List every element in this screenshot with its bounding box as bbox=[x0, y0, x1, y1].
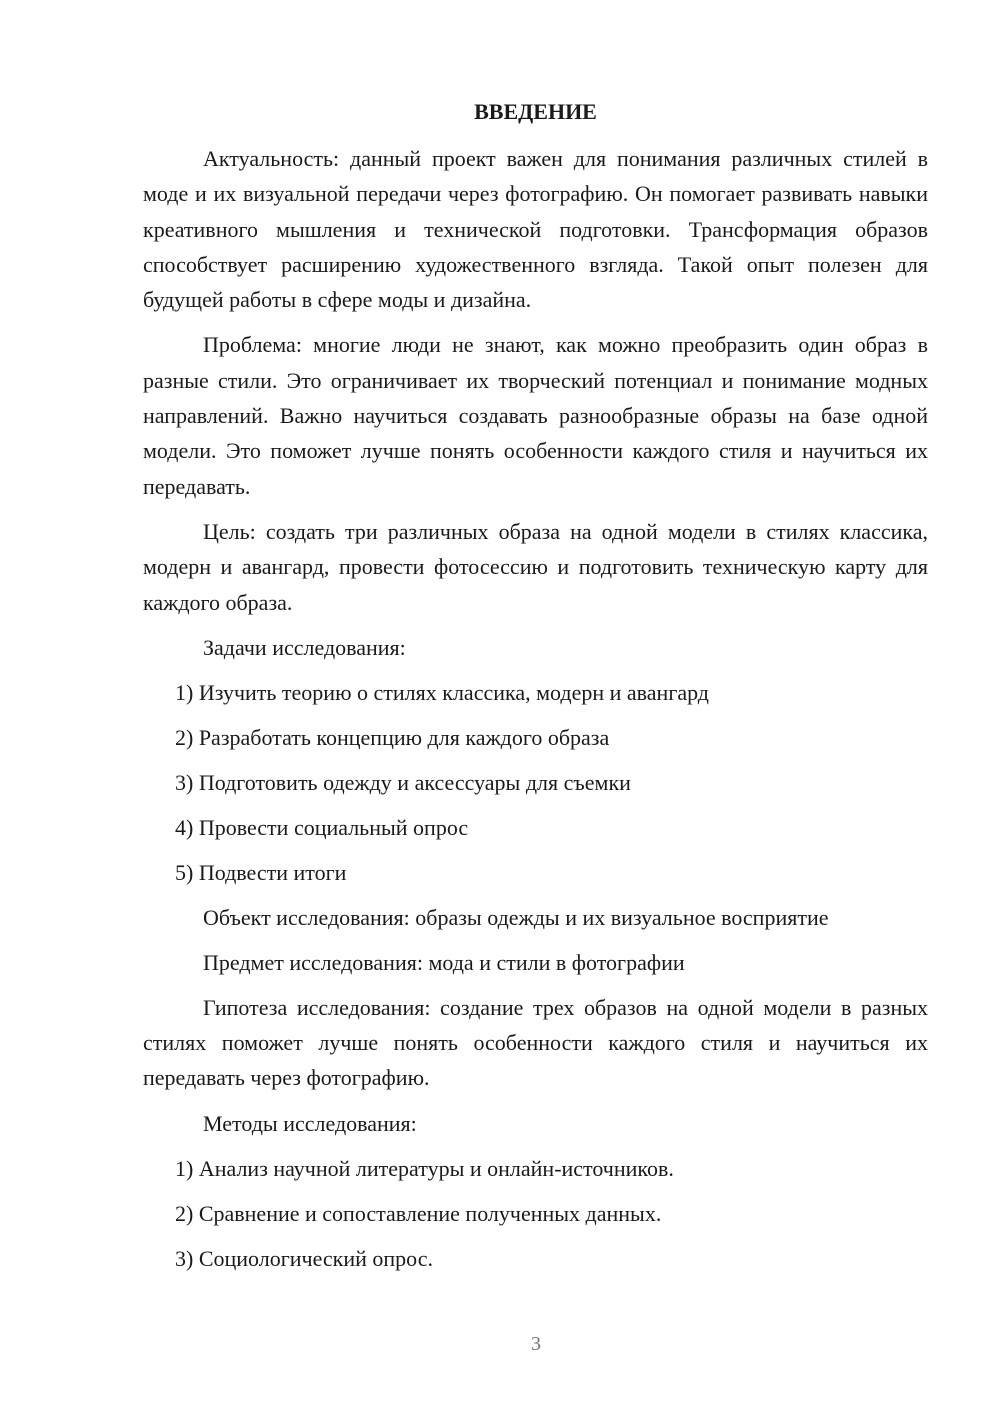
relevance-paragraph: Актуальность: данный проект важен для понимания различных стилей в моде и их визуальной передачи через фотографию. Он помогает развивать навыки креативного мышления и технической подготовки. Трансформация образов способствует расширению художественного взгляда. Такой опыт полезен для будущей работы в сфере моды и дизайна. bbox=[143, 146, 928, 313]
list-item: 2) Сравнение и сопоставление полученных данных. bbox=[175, 1200, 662, 1226]
research-subject: Предмет исследования: мода и стили в фотографии bbox=[203, 949, 685, 975]
list-item: 3) Социологический опрос. bbox=[175, 1245, 433, 1271]
list-item: 3) Подготовить одежду и аксессуары для съемки bbox=[175, 769, 631, 795]
research-object: Объект исследования: образы одежды и их визуальное восприятие bbox=[203, 904, 829, 930]
problem-paragraph: Проблема: многие люди не знают, как можно преобразить один образ в разные стили. Это ограничивает их творческий потенциал и понимание модных направлений. Важно научиться создавать разнообразные образы на базе одной модели. Это поможет лучше понять особенности каждого стиля и научиться их передавать. bbox=[143, 332, 928, 499]
list-item: 1) Изучить теорию о стилях классика, модерн и авангард bbox=[175, 679, 710, 705]
list-item: 5) Подвести итоги bbox=[175, 859, 347, 885]
tasks-heading: Задачи исследования: bbox=[203, 634, 406, 660]
methods-heading: Методы исследования: bbox=[203, 1110, 417, 1136]
methods-list bbox=[143, 1151, 928, 1276]
document-page bbox=[143, 97, 928, 1286]
hypothesis-paragraph: Гипотеза исследования: создание трех образов на одной модели в разных стилях поможет лучше понять особенности каждого стиля и научиться их передавать через фотографию. bbox=[143, 994, 928, 1091]
list-item: 1) Анализ научной литературы и онлайн-источников. bbox=[175, 1155, 674, 1181]
page-title: ВВЕДЕНИЕ bbox=[474, 99, 597, 124]
tasks-list bbox=[143, 675, 928, 890]
page-number: 3 bbox=[531, 1333, 541, 1355]
goal-paragraph: Цель: создать три различных образа на одной модели в стилях классика, модерн и авангард, провести фотосессию и подготовить техническую карту для каждого образа. bbox=[143, 518, 928, 615]
list-item: 4) Провести социальный опрос bbox=[175, 814, 469, 840]
list-item: 2) Разработать концепцию для каждого образа bbox=[175, 724, 610, 750]
